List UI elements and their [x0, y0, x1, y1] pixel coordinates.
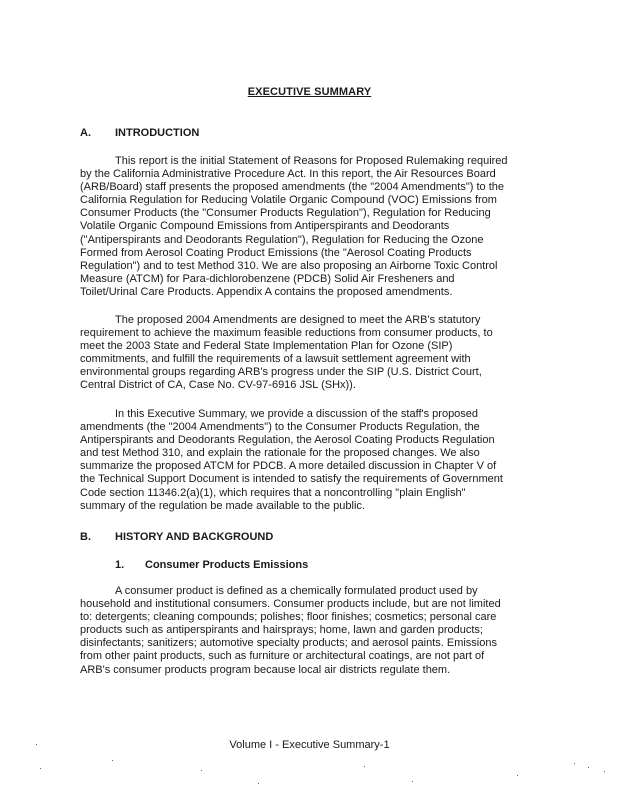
- text-line: and test Method 310, and explain the rationale for the proposed changes. We also: [80, 447, 480, 460]
- section-b-title: HISTORY AND BACKGROUND: [115, 531, 274, 543]
- text-line: This report is the initial Statement of Reasons for Proposed Rulemaking required: [115, 155, 508, 167]
- text-line: ARB's consumer products program because local air districts regulate them.: [80, 663, 451, 676]
- text-line: meet the 2003 State and Federal State Implementation Plan for Ozone (SIP): [80, 340, 453, 353]
- text-line: requirement to achieve the maximum feasible reductions from consumer products, to: [80, 327, 493, 340]
- section-a-heading: [80, 127, 199, 139]
- text-line: Volatile Organic Compound Emissions from Antiperspirants and Deodorants: [80, 220, 450, 233]
- text-line: A consumer product is defined as a chemically formulated product used by: [115, 585, 478, 597]
- text-line: disinfectants; sanitizers; automotive specialty products; and aerosol paints. Emissions: [80, 637, 497, 650]
- scan-speck: [517, 775, 518, 776]
- section-b-letter: B.: [80, 531, 91, 543]
- text-line: commitments, and fulfill the requirements of a lawsuit settlement agreement with: [80, 353, 471, 366]
- text-line: In this Executive Summary, we provide a discussion of the staff's proposed: [115, 408, 479, 420]
- text-line: summary of the regulation be made available to the public.: [80, 499, 365, 512]
- text-line: California Regulation for Reducing Volatile Organic Compound (VOC) Emissions from: [80, 194, 497, 207]
- paragraph-introduction: [80, 155, 532, 299]
- text-line: environmental groups regarding ARB's progress under the SIP (U.S. District Court,: [80, 366, 482, 379]
- scan-speck: [588, 767, 589, 768]
- page-footer: Volume I - Executive Summary-1: [229, 739, 390, 751]
- scan-speck: [604, 771, 605, 772]
- scan-speck: [112, 760, 113, 761]
- text-line: Measure (ATCM) for Para-dichlorobenzene (PDCB) Solid Air Fresheners and: [80, 272, 455, 285]
- scan-speck: [258, 783, 259, 784]
- text-line: The proposed 2004 Amendments are designed to meet the ARB's statutory: [115, 314, 481, 326]
- paragraph-summary: [80, 408, 532, 513]
- text-line: amendments (the "2004 Amendments") to the Consumer Products Regulation, the: [80, 421, 480, 434]
- section-a-letter: A.: [80, 127, 91, 139]
- scan-speck: [36, 744, 37, 745]
- section-a-title: INTRODUCTION: [115, 127, 200, 139]
- text-line: Regulation") and to test Method 310. We are also proposing an Airborne Toxic Control: [80, 259, 498, 272]
- scan-speck: [412, 781, 413, 782]
- subsection-1-heading: [115, 559, 308, 571]
- scan-speck: [40, 768, 41, 769]
- subsection-1-title: Consumer Products Emissions: [145, 559, 309, 571]
- page-title: EXECUTIVE SUMMARY: [247, 86, 372, 98]
- text-line: Central District of CA, Case No. CV-97-6916 JSL (SHx)).: [80, 379, 356, 392]
- section-b-heading: [80, 531, 273, 543]
- text-line: Consumer Products (the "Consumer Products Regulation"), Regulation for Reducing: [80, 207, 491, 220]
- text-line: ("Antiperspirants and Deodorants Regulation"), Regulation for Reducing the Ozone: [80, 233, 484, 246]
- text-line: Toilet/Urinal Care Products. Appendix A contains the proposed amendments.: [80, 285, 453, 298]
- text-line: Formed from Aerosol Coating Product Emissions (the "Aerosol Coating Products: [80, 246, 472, 259]
- text-line: the Technical Support Document is intended to satisfy the requirements of Government: [80, 473, 503, 486]
- subsection-1-number: 1.: [115, 559, 125, 571]
- text-line: from other paint products, such as furniture or architectural coatings, are not part of: [80, 650, 485, 663]
- paragraph-consumer-products: [80, 585, 532, 677]
- text-line: to: detergents; cleaning compounds; polishes; floor finishes; cosmetics; personal care: [80, 611, 497, 624]
- text-line: products such as antiperspirants and hairsprays; home, lawn and garden products;: [80, 624, 483, 637]
- text-line: by the California Administrative Procedure Act. In this report, the Air Resources Board: [80, 168, 496, 181]
- text-line: Antiperspirants and Deodorants Regulation, the Aerosol Coating Products Regulation: [80, 434, 495, 447]
- scan-speck: [201, 770, 202, 771]
- text-line: (ARB/Board) staff presents the proposed amendments (the "2004 Amendments") to the: [80, 181, 505, 194]
- text-line: Code section 11346.2(a)(1), which requires that a noncontrolling "plain English": [80, 486, 466, 499]
- text-line: household and institutional consumers. Consumer products include, but are not limited: [80, 598, 501, 611]
- scan-speck: [364, 766, 365, 767]
- scan-speck: [574, 763, 575, 764]
- text-line: summarize the proposed ATCM for PDCB. A more detailed discussion in Chapter V of: [80, 460, 497, 473]
- paragraph-amendments: [80, 314, 532, 393]
